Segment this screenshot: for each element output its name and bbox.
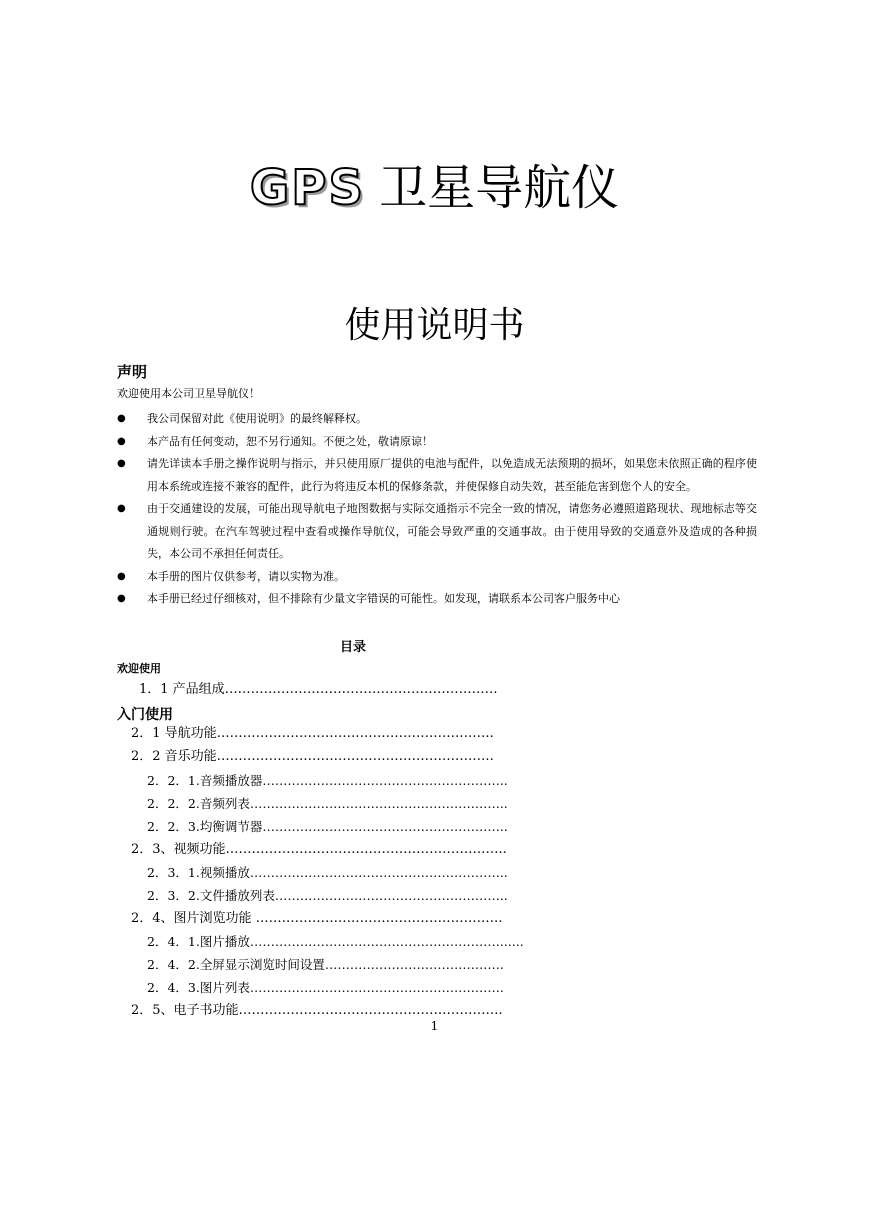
toc-entry[interactable]: 2．5、电子书功能……………………………………………………. [131, 1003, 503, 1018]
toc-section-welcome: 欢迎使用 [117, 662, 161, 675]
toc-entry[interactable]: 2．1 导航功能………………………………………………………. [131, 726, 494, 741]
toc-entry[interactable]: 2．2．1.音频播放器………………………………………………….. [147, 773, 508, 788]
declaration-item: ● 本手册的图片仅供参考，请以实物为准。 [117, 566, 757, 589]
declaration-item: ● 请先详读本手册之操作说明与指示，并只使用原厂提供的电池与配件，以免造成无法预期的损坏，如果您未依照正确的程序使用本系统或连接不兼容的配件，此行为将违反本机的保修条款，并使保修自动失效，甚至能危害到您个人的安全。 [117, 453, 757, 498]
toc-entry[interactable]: 2．2．2.音频列表…………………………………………………….. [147, 796, 508, 811]
declaration-item: ● 我公司保留对此《使用说明》的最终解释权。 [117, 408, 757, 431]
document-title [0, 158, 869, 218]
welcome-text: 欢迎使用本公司卫星导航仪！ [117, 387, 260, 400]
toc-entry[interactable]: 2．3、视频功能……………………………………………………….. [131, 842, 507, 857]
toc-entry[interactable]: 1．1 产品组成……………………………………………………… [139, 682, 498, 697]
toc-entry[interactable]: 2．2．3.均衡调节器………………………………………………….. [147, 819, 508, 834]
toc-entry[interactable]: 2．4、图片浏览功能 ………………………………………………… [131, 911, 503, 926]
declaration-heading: 声明 [117, 363, 148, 381]
declaration-item: ● 本手册已经过仔细核对，但不排除有少量文字错误的可能性。如发现，请联系本公司客户服务中心 [117, 588, 757, 611]
title-text: 卫星导航仪 [379, 160, 620, 216]
declaration-item: ● 由于交通建设的发展，可能出现导航电子地图数据与实际交通指示不完全一致的情况，请您务必遵照道路现状、现地标志等交通规则行驶。在汽车驾驶过程中查看或操作导航仪，可能会导致严重的交通事故。由于使用导致的交通意外及造成的各种损失，本公司不承担任何责任。 [117, 498, 757, 566]
document-subtitle: 使用说明书 [344, 305, 525, 346]
toc-entry[interactable]: 2．4．2.全屏显示浏览时间设置……………………………………. [147, 957, 504, 972]
gps-wordart: GPS [249, 160, 366, 216]
toc-entry[interactable]: 2．3．2.文件播放列表……………………………………………….. [147, 888, 508, 903]
toc-title: 目录 [340, 640, 367, 655]
toc-entry[interactable]: 2．4．3.图片列表……………………………………………………. [147, 980, 504, 995]
toc-entry[interactable]: 2．4．1.图片播放……………………………………………………...... [147, 934, 524, 949]
declaration-list [117, 408, 757, 611]
toc-section-intro: 入门使用 [117, 707, 173, 723]
toc-entry[interactable]: 2．3．1.视频播放…………………………………………………….. [147, 865, 508, 880]
declaration-item: ● 本产品有任何变动，恕不另行通知。不便之处，敬请原谅！ [117, 431, 757, 454]
toc-entry[interactable]: 2．2 音乐功能………………………………………………………. [131, 749, 494, 764]
page-number: 1 [430, 1019, 439, 1033]
